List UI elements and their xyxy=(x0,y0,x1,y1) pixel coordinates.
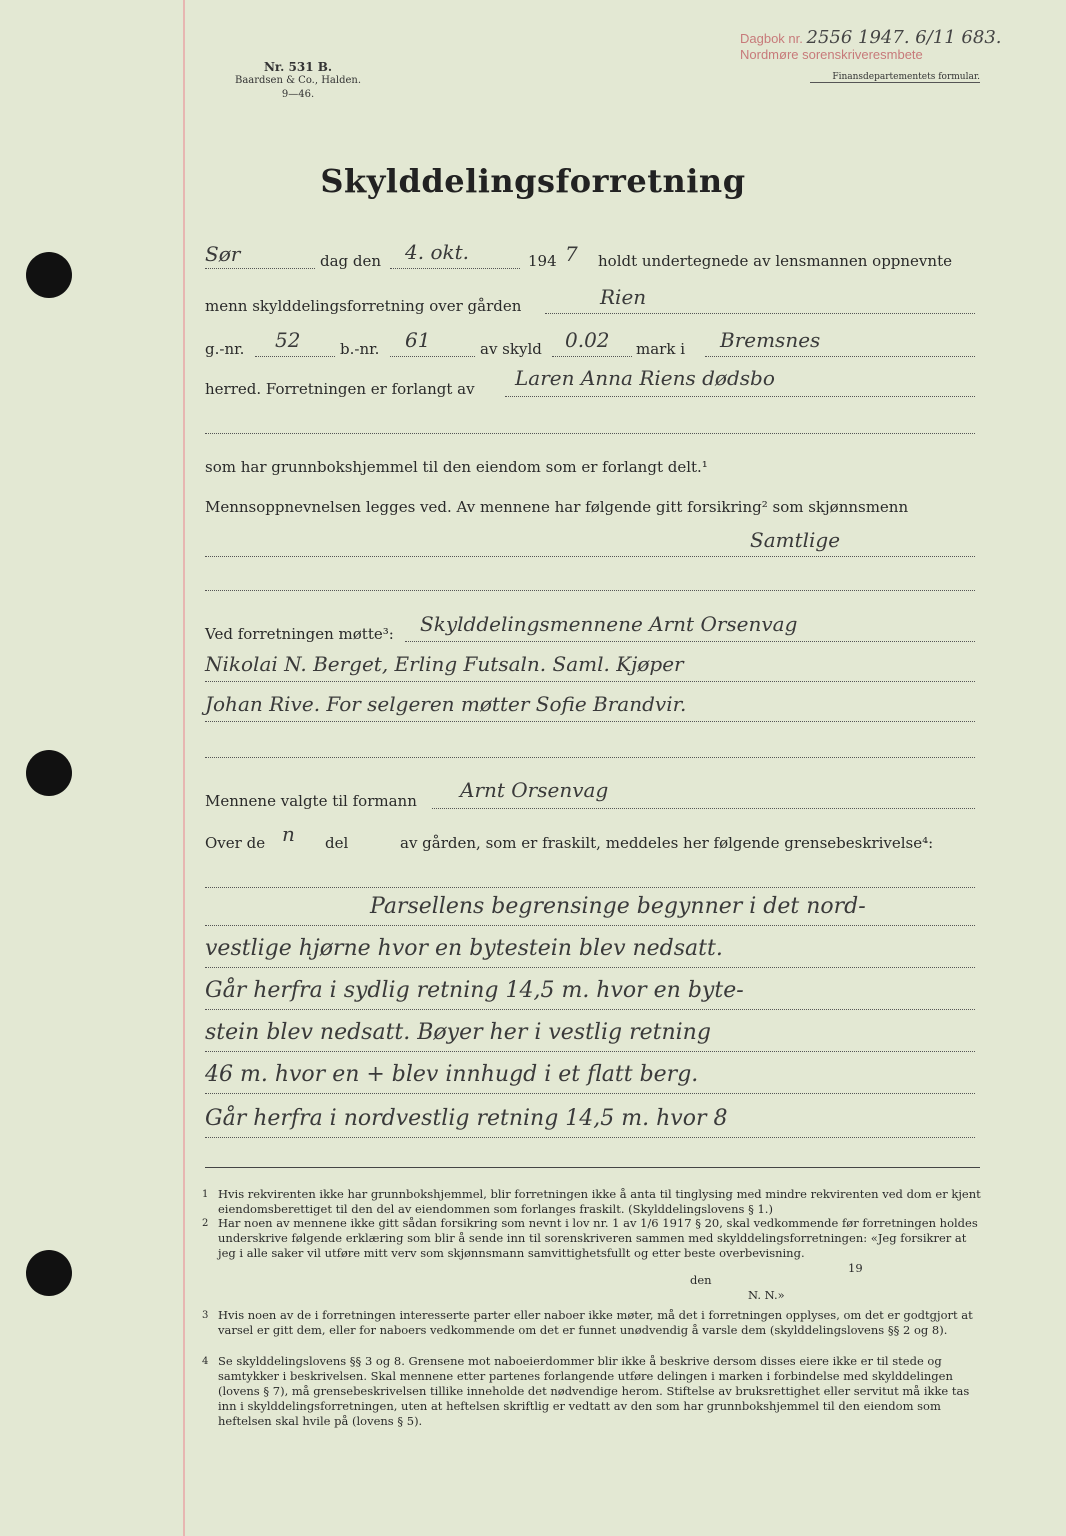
hw-description-5: 46 m. hvor en + blev innhugd i et flatt berg. xyxy=(205,1062,699,1087)
printer-info xyxy=(218,60,378,102)
fill-line xyxy=(390,356,475,357)
footnote-text: Hvis noen av de i forretningen interesserte parter eller naboer ikke møter, må det i forretningen opplyses, om det er godtgjort at varsel er gitt dem, eller for naboers vedkommende om det er funnet unødvendig å varsle dem (skylddelingslovens §§ 2 og 8). xyxy=(218,1308,973,1337)
hw-description-2: vestlige hjørne hvor en bytestein blev nedsatt. xyxy=(205,936,723,961)
hw-year: 7 xyxy=(565,242,578,266)
stamp-label: Dagbok nr. xyxy=(740,31,803,46)
hw-requester: Laren Anna Riens dødsbo xyxy=(515,366,775,390)
footnote-text: Se skylddelingslovens §§ 3 og 8. Grensene mot naboeierdommer blir ikke å beskrive dersom disses eiere ikke er til stede og samtykker i beskrivelsen. Skal mennene etter partenes forlangende utføre delingen i marken i forbindelse med skylddelingen (lovens § 7), må grensebeskrivelsen tillike inneholde det nødvendige herom. Stiftelse av bruksrettighet eller servitut må ikke tas inn i skylddelingsforretningen, uten at heftelsen skriftlig er vedtatt av den som har grunnbokshjemmel til den eiendom som heftelsen skal hvile på (lovens § 5). xyxy=(218,1354,970,1428)
fill-line xyxy=(505,396,975,397)
footnote-number: 3 xyxy=(202,1310,209,1321)
hw-samtlige: Samtlige xyxy=(750,528,841,552)
fill-line xyxy=(405,641,975,642)
hw-date: 4. okt. xyxy=(405,240,469,264)
hw-place: Sør xyxy=(205,242,241,266)
label-over-garden: menn skylddelingsforretning over gården xyxy=(205,297,522,315)
fill-line xyxy=(552,356,632,357)
fill-line xyxy=(205,721,975,722)
label-holdt: holdt undertegnede av lensmannen oppnevnte xyxy=(598,252,952,270)
hw-attendees-3: Johan Rive. For selgeren møtter Sofie Brandvir. xyxy=(205,692,687,716)
hw-chairman: Arnt Orsenvag xyxy=(460,778,609,802)
hw-attendees-1: Skylddelingsmennene Arnt Orsenvag xyxy=(420,612,798,636)
footnote-year: 19 xyxy=(848,1261,863,1275)
margin-line xyxy=(183,0,185,1536)
label-del: del xyxy=(325,834,349,852)
document-title: Skylddelingsforretning xyxy=(320,162,746,200)
fill-line xyxy=(390,268,520,269)
footnote-number: 1 xyxy=(202,1189,209,1200)
punch-hole xyxy=(26,1250,72,1296)
fill-line xyxy=(205,1093,975,1094)
label-mennsoppnevnelsen: Mennsoppnevnelsen legges ved. Av mennene har følgende gitt forsikring² som skjønnsmenn xyxy=(205,498,909,516)
hw-skyld: 0.02 xyxy=(565,328,610,352)
label-mote: Ved forretningen møtte³: xyxy=(205,625,394,643)
hw-herred: Bremsnes xyxy=(720,328,821,352)
label-gnr: g.-nr. xyxy=(205,340,245,358)
fill-line xyxy=(432,808,975,809)
hw-bnr: 61 xyxy=(405,328,431,352)
fill-line xyxy=(205,433,975,434)
hw-description-6: Går herfra i nordvestlig retning 14,5 m. hvor 8 xyxy=(205,1106,728,1131)
footnote-1 xyxy=(204,1187,984,1217)
fill-line xyxy=(205,1009,975,1010)
registry-stamp xyxy=(740,27,1040,63)
fill-line xyxy=(205,887,975,888)
hw-attendees-2: Nikolai N. Berget, Erling Futsaln. Saml. Kjøper xyxy=(205,652,684,676)
fill-line xyxy=(205,1051,975,1052)
fill-line xyxy=(205,268,315,269)
stamp-handwritten: 2556 1947. 6/11 683. xyxy=(806,27,1002,48)
footnote-divider xyxy=(205,1167,980,1168)
hw-description-3: Går herfra i sydlig retning 14,5 m. hvor en byte- xyxy=(205,978,744,1003)
label-grensebeskrivelse: av gården, som er fraskilt, meddeles her følgende grensebeskrivelse⁴: xyxy=(400,834,934,852)
fill-line xyxy=(205,925,975,926)
hw-description-1: Parsellens begrensinge begynner i det nord- xyxy=(370,894,866,919)
label-year-prefix: 194 xyxy=(528,252,557,270)
footnote-text: Har noen av mennene ikke gitt sådan forsikring som nevnt i lov nr. 1 av 1/6 1917 § 20, skal vedkommende før forretningen holdes underskrive følgende erklæring som blir å sende inn til sorenskriveren sammen med skylddelingsforretningen: «Jeg forsikrer at jeg i alle saker vil utføre mitt verv som skjønnsmann samvittighetsfullt og etter beste overbevisning. xyxy=(218,1216,978,1260)
fill-line xyxy=(705,356,975,357)
fill-line xyxy=(205,757,975,758)
punch-hole xyxy=(26,750,72,796)
hw-gnr: 52 xyxy=(275,328,301,352)
footnote-4 xyxy=(204,1354,984,1429)
label-grunnbokshjemmel: som har grunnbokshjemmel til den eiendom som er forlangt delt.¹ xyxy=(205,458,708,476)
label-formann: Mennene valgte til formann xyxy=(205,792,417,810)
fill-line xyxy=(545,313,975,314)
label-bnr: b.-nr. xyxy=(340,340,380,358)
hw-description-4: stein blev nedsatt. Bøyer her i vestlig retning xyxy=(205,1020,711,1045)
fill-line xyxy=(205,681,975,682)
label-skyld: av skyld xyxy=(480,340,542,358)
footnote-number: 4 xyxy=(202,1356,209,1367)
form-number: Nr. 531 B. xyxy=(263,60,333,74)
fill-line xyxy=(205,967,975,968)
footnote-text: Hvis rekvirenten ikke har grunnbokshjemmel, blir forretningen ikke å anta til tinglysing med mindre rekvirenten ved dom er kjent eiendomsberettiget til den del av eiendommen som forlanges fraskilt. (Skylddelingslovens § 1.) xyxy=(218,1187,981,1216)
fill-line xyxy=(205,556,975,557)
footnote-den: den xyxy=(690,1273,712,1287)
footnote-number: 2 xyxy=(202,1218,209,1229)
hw-fraction: n xyxy=(282,822,295,846)
fill-line xyxy=(205,590,975,591)
footnote-3 xyxy=(204,1308,984,1338)
hw-farm: Rien xyxy=(600,285,647,309)
label-forlangt: herred. Forretningen er forlangt av xyxy=(205,380,475,398)
ministry-form: Finansdepartementets formular. xyxy=(810,72,980,83)
print-date: 9—46. xyxy=(281,89,315,100)
label-dag-den: dag den xyxy=(320,252,382,270)
footnote-nn: N. N.» xyxy=(748,1288,785,1302)
label-over-de: Over de xyxy=(205,834,266,852)
fill-line xyxy=(205,1137,975,1138)
footnote-2 xyxy=(204,1216,984,1261)
label-mark: mark i xyxy=(636,340,685,358)
stamp-office: Nordmøre sorenskriveresmbete xyxy=(740,47,923,62)
punch-hole xyxy=(26,252,72,298)
fill-line xyxy=(255,356,335,357)
printer-name: Baardsen & Co., Halden. xyxy=(234,75,362,86)
